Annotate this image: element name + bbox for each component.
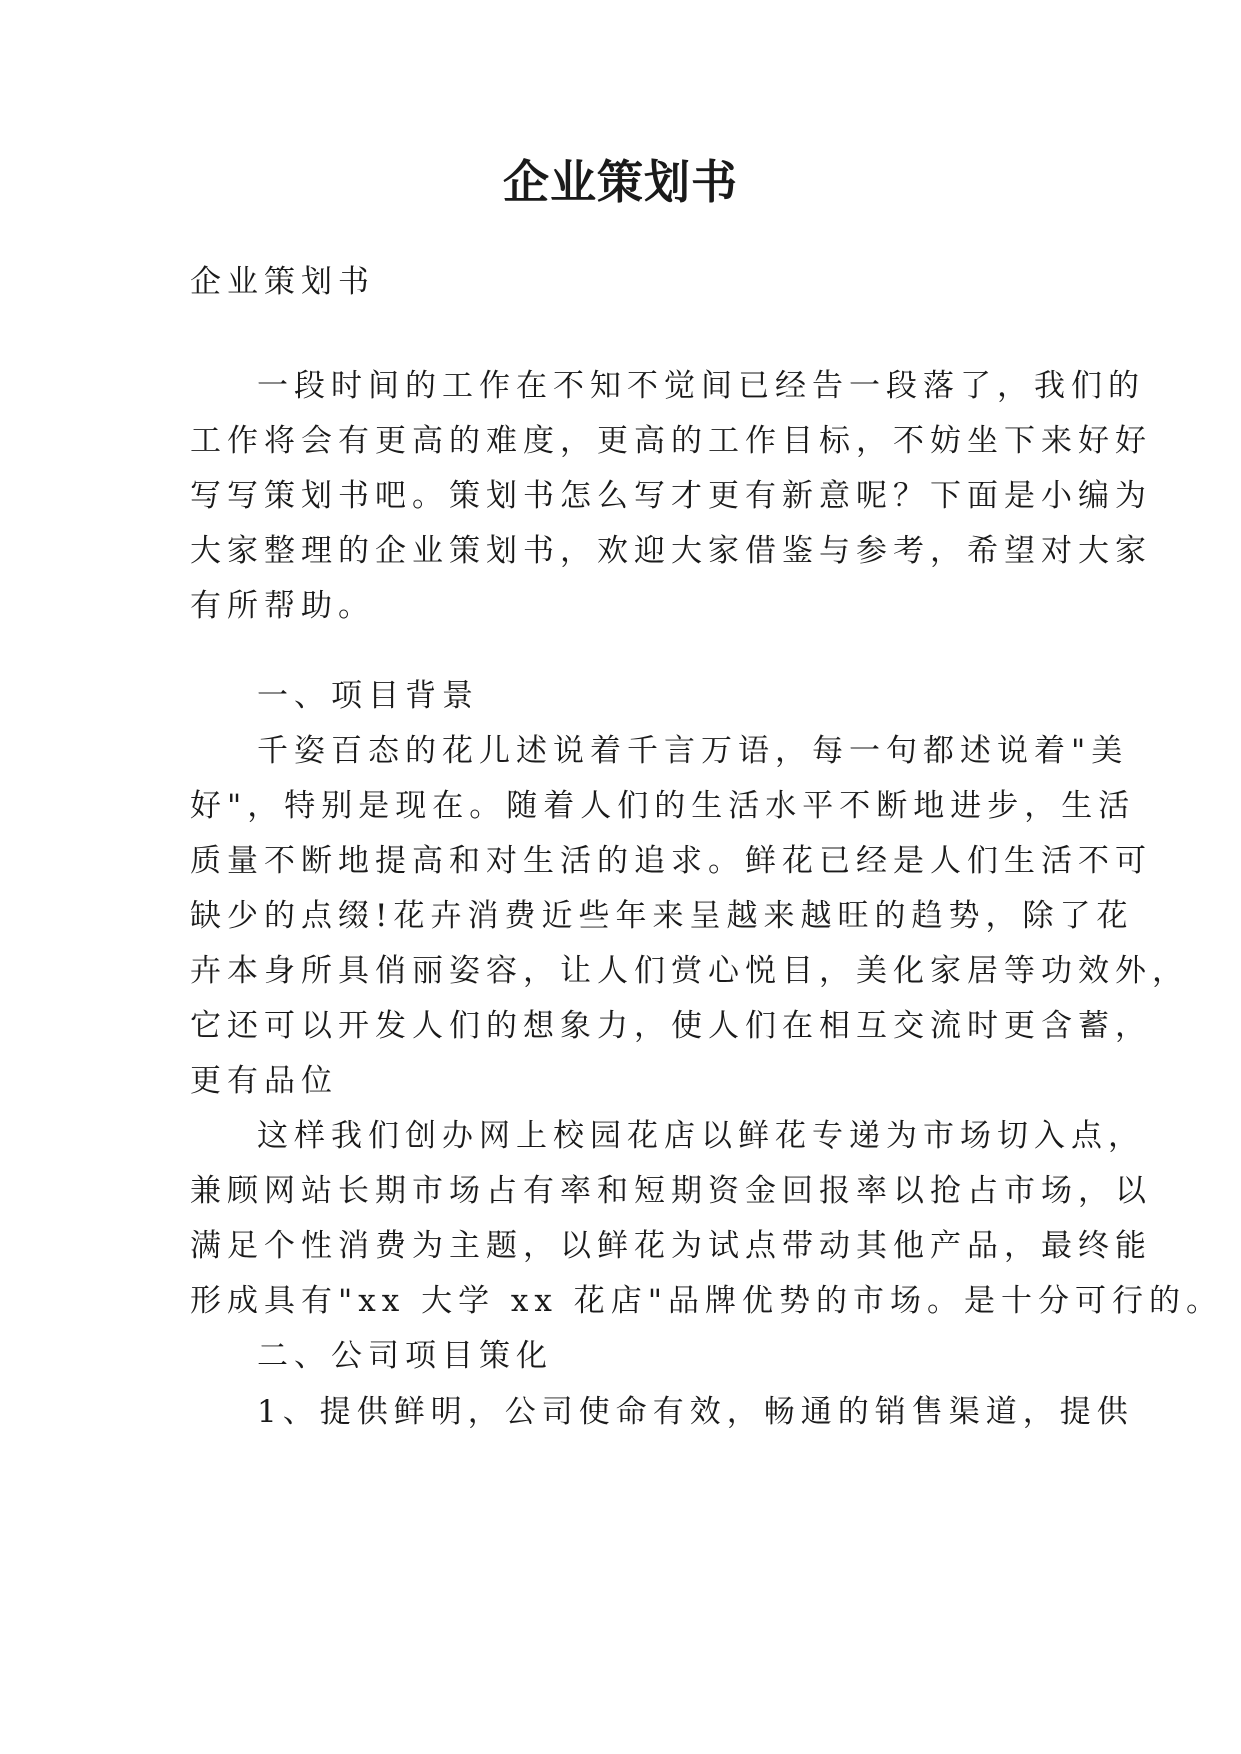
- intro-line: 有所帮助。: [190, 588, 375, 624]
- document-title: 企业策划书: [503, 155, 738, 209]
- paragraph-line: 缺少的点缀!花卉消费近些年来呈越来越旺的趋势，除了花: [190, 898, 1134, 934]
- list-item: 1、提供鲜明，公司使命有效，畅通的销售渠道，提供: [257, 1394, 1134, 1430]
- intro-line: 写写策划书吧。策划书怎么写才更有新意呢？下面是小编为: [190, 478, 1152, 514]
- paragraph-line: 形成具有"xx 大学 xx 花店"品牌优势的市场。是十分可行的。: [190, 1283, 1224, 1319]
- paragraph-line: 好"，特别是现在。随着人们的生活水平不断地进步，生活: [190, 788, 1136, 824]
- paragraph-line: 质量不断地提高和对生活的追求。鲜花已经是人们生活不可: [190, 843, 1152, 879]
- intro-line: 一段时间的工作在不知不觉间已经告一段落了，我们的: [257, 368, 1145, 404]
- section-heading-project: 二、公司项目策化: [257, 1338, 553, 1374]
- paragraph-line: 兼顾网站长期市场占有率和短期资金回报率以抢占市场，以: [190, 1173, 1152, 1209]
- paragraph-line: 满足个性消费为主题，以鲜花为试点带动其他产品，最终能: [190, 1228, 1152, 1264]
- intro-line: 工作将会有更高的难度，更高的工作目标，不妨坐下来好好: [190, 423, 1152, 459]
- paragraph-line: 卉本身所具俏丽姿容，让人们赏心悦目，美化家居等功效外，: [190, 953, 1189, 989]
- paragraph-line: 这样我们创办网上校园花店以鲜花专递为市场切入点，: [257, 1118, 1145, 1154]
- paragraph-line: 它还可以开发人们的想象力，使人们在相互交流时更含蓄，: [190, 1008, 1152, 1044]
- document-subtitle: 企业策划书: [190, 264, 375, 300]
- paragraph-line: 更有品位: [190, 1063, 338, 1099]
- intro-line: 大家整理的企业策划书，欢迎大家借鉴与参考，希望对大家: [190, 533, 1152, 569]
- paragraph-line: 千姿百态的花儿述说着千言万语，每一句都述说着"美: [257, 733, 1129, 769]
- section-heading-background: 一、项目背景: [257, 678, 479, 714]
